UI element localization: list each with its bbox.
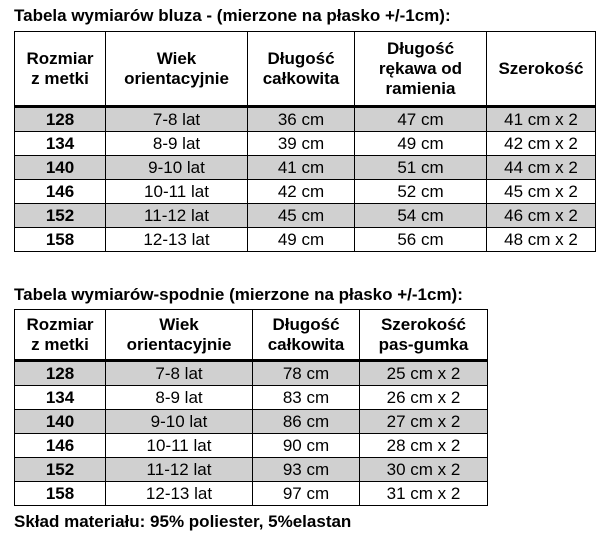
table-row bbox=[15, 204, 596, 228]
width-cell: 45 cm x 2 bbox=[487, 180, 596, 204]
table-row bbox=[15, 228, 596, 252]
sleeve-length-cell: 54 cm bbox=[355, 204, 487, 228]
table-header-row bbox=[15, 310, 488, 361]
size-cell: 158 bbox=[15, 228, 106, 252]
column-header-sleeve-length: Długość rękawa od ramienia bbox=[355, 32, 487, 107]
width-cell: 42 cm x 2 bbox=[487, 132, 596, 156]
width-cell: 46 cm x 2 bbox=[487, 204, 596, 228]
total-length-cell: 45 cm bbox=[248, 204, 355, 228]
total-length-cell: 90 cm bbox=[253, 434, 360, 458]
age-cell: 11-12 lat bbox=[106, 458, 253, 482]
pants-table-title: Tabela wymiarów-spodnie (mierzone na płasko +/-1cm): bbox=[14, 285, 463, 304]
column-header-width: Szerokość bbox=[487, 32, 596, 107]
width-cell: 41 cm x 2 bbox=[487, 107, 596, 132]
table-row bbox=[15, 458, 488, 482]
total-length-cell: 97 cm bbox=[253, 482, 360, 506]
sleeve-length-cell: 51 cm bbox=[355, 156, 487, 180]
size-cell: 134 bbox=[15, 132, 106, 156]
waist-width-cell: 30 cm x 2 bbox=[360, 458, 488, 482]
table-row bbox=[15, 132, 596, 156]
table-row bbox=[15, 361, 488, 386]
age-cell: 7-8 lat bbox=[106, 107, 248, 132]
pants-size-table bbox=[14, 309, 488, 506]
age-cell: 8-9 lat bbox=[106, 132, 248, 156]
size-cell: 152 bbox=[15, 458, 106, 482]
size-cell: 158 bbox=[15, 482, 106, 506]
table-header-row bbox=[15, 32, 596, 107]
total-length-cell: 36 cm bbox=[248, 107, 355, 132]
sleeve-length-cell: 49 cm bbox=[355, 132, 487, 156]
column-header-size: Rozmiar z metki bbox=[15, 310, 106, 361]
age-cell: 9-10 lat bbox=[106, 410, 253, 434]
age-cell: 9-10 lat bbox=[106, 156, 248, 180]
table-row bbox=[15, 434, 488, 458]
total-length-cell: 86 cm bbox=[253, 410, 360, 434]
column-header-size: Rozmiar z metki bbox=[15, 32, 106, 107]
total-length-cell: 83 cm bbox=[253, 386, 360, 410]
total-length-cell: 41 cm bbox=[248, 156, 355, 180]
width-cell: 48 cm x 2 bbox=[487, 228, 596, 252]
total-length-cell: 39 cm bbox=[248, 132, 355, 156]
waist-width-cell: 26 cm x 2 bbox=[360, 386, 488, 410]
size-cell: 146 bbox=[15, 434, 106, 458]
age-cell: 10-11 lat bbox=[106, 434, 253, 458]
age-cell: 12-13 lat bbox=[106, 228, 248, 252]
size-cell: 140 bbox=[15, 156, 106, 180]
age-cell: 12-13 lat bbox=[106, 482, 253, 506]
age-cell: 10-11 lat bbox=[106, 180, 248, 204]
sleeve-length-cell: 52 cm bbox=[355, 180, 487, 204]
waist-width-cell: 31 cm x 2 bbox=[360, 482, 488, 506]
column-header-waist-width: Szerokość pas-gumka bbox=[360, 310, 488, 361]
width-cell: 44 cm x 2 bbox=[487, 156, 596, 180]
column-header-age: Wiek orientacyjnie bbox=[106, 32, 248, 107]
sleeve-length-cell: 56 cm bbox=[355, 228, 487, 252]
size-cell: 128 bbox=[15, 361, 106, 386]
size-cell: 140 bbox=[15, 410, 106, 434]
waist-width-cell: 27 cm x 2 bbox=[360, 410, 488, 434]
column-header-age: Wiek orientacyjnie bbox=[106, 310, 253, 361]
table-row bbox=[15, 156, 596, 180]
hoodie-size-table bbox=[14, 31, 596, 252]
table-row bbox=[15, 410, 488, 434]
age-cell: 7-8 lat bbox=[106, 361, 253, 386]
age-cell: 8-9 lat bbox=[106, 386, 253, 410]
table-row bbox=[15, 180, 596, 204]
waist-width-cell: 28 cm x 2 bbox=[360, 434, 488, 458]
material-composition: Skład materiału: 95% poliester, 5%elastan bbox=[14, 512, 352, 531]
age-cell: 11-12 lat bbox=[106, 204, 248, 228]
total-length-cell: 49 cm bbox=[248, 228, 355, 252]
size-cell: 146 bbox=[15, 180, 106, 204]
column-header-total-length: Długość całkowita bbox=[248, 32, 355, 107]
table-row bbox=[15, 107, 596, 132]
waist-width-cell: 25 cm x 2 bbox=[360, 361, 488, 386]
total-length-cell: 93 cm bbox=[253, 458, 360, 482]
sleeve-length-cell: 47 cm bbox=[355, 107, 487, 132]
size-cell: 128 bbox=[15, 107, 106, 132]
hoodie-table-title: Tabela wymiarów bluza - (mierzone na płasko +/-1cm): bbox=[14, 6, 451, 25]
total-length-cell: 78 cm bbox=[253, 361, 360, 386]
size-cell: 134 bbox=[15, 386, 106, 410]
total-length-cell: 42 cm bbox=[248, 180, 355, 204]
table-row bbox=[15, 482, 488, 506]
table-row bbox=[15, 386, 488, 410]
column-header-total-length: Długość całkowita bbox=[253, 310, 360, 361]
size-cell: 152 bbox=[15, 204, 106, 228]
